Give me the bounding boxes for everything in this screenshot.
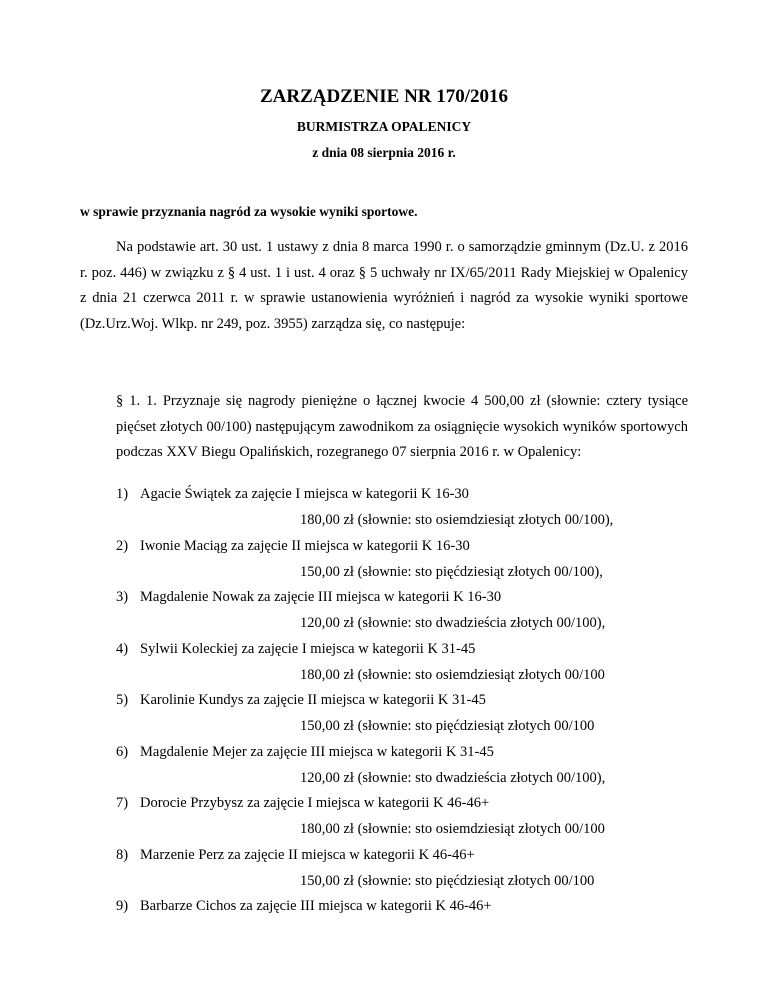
subject-line: w sprawie przyznania nagród za wysokie wyniki sportowe.: [80, 204, 418, 219]
item-recipient: Sylwii Koleckiej za zajęcie I miejsca w kategorii K 31-45: [140, 640, 476, 657]
list-item: [116, 795, 688, 847]
list-item: [116, 589, 688, 641]
list-item: [116, 641, 688, 693]
list-item: [116, 538, 688, 590]
item-recipient: Magdalenie Nowak za zajęcie III miejsca w kategorii K 16-30: [140, 589, 502, 605]
item-number: 3): [116, 589, 129, 605]
item-amount: 180,00 zł (słownie: sto osiemdziesiąt złotych 00/100: [300, 821, 605, 837]
awards-list: [116, 486, 688, 950]
item-number: 4): [116, 640, 129, 657]
item-number: 2): [116, 537, 129, 554]
issuer-line: BURMISTRZA OPALENICY: [296, 119, 472, 134]
item-number: 9): [116, 898, 129, 914]
document-title: ZARZĄDZENIE NR 170/2016: [259, 86, 509, 107]
list-item: [116, 744, 688, 796]
item-number: 1): [116, 486, 129, 502]
item-recipient: Marzenie Perz za zajęcie II miejsca w kategorii K 46-46+: [140, 846, 475, 863]
item-amount: 180,00 zł (słownie: sto osiemdziesiąt złotych 00/100),: [300, 512, 614, 528]
preamble-text: Na podstawie art. 30 ust. 1 ustawy z dnia 8 marca 1990 r. o samorządzie gminnym (Dz.U. z 2016 r. poz. 446) w związku z § 4 ust. 1 i ust. 4 oraz § 5 uchwały nr IX/65/2011 Rady Miejskiej w Opalenicy z dnia 21 czerwca 2011 r. w sprawie ustanowienia wyróżnień i nagród za wysokie wyniki sportowe (Dz.Urz.Woj. Wlkp. nr 249, poz. 3955) zarządza się, co następuje:: [80, 239, 688, 332]
item-recipient: Karolinie Kundys za zajęcie II miejsca w kategorii K 31-45: [140, 692, 486, 708]
section-1-text: Przyznaje się nagrody pieniężne o łącznej kwocie 4 500,00 zł (słownie: cztery tysiące pięćset złotych 00/100) następującym zawodnikom za osiągnięcie wysokich wyników sportowych podczas XXV Biegu Opalińskich, rozegranego 07 sierpnia 2016 r. w Opalenicy:: [116, 393, 689, 460]
date-line: z dnia 08 sierpnia 2016 r.: [312, 145, 456, 160]
item-recipient: Barbarze Cichos za zajęcie III miejsca w kategorii K 46-46+: [140, 898, 492, 914]
item-amount: 150,00 zł (słownie: sto pięćdziesiąt złotych 00/100: [300, 718, 595, 734]
list-item: [116, 847, 688, 899]
section-1-paragraph: [116, 389, 688, 466]
section-1-lead: § 1. 1.: [116, 393, 157, 409]
item-amount: 120,00 zł (słownie: sto dwadzieścia złotych 00/100),: [300, 769, 606, 786]
item-amount: 150,00 zł (słownie: sto pięćdziesiąt złotych 00/100: [300, 872, 595, 889]
item-number: 6): [116, 743, 129, 760]
item-recipient: Agacie Świątek za zajęcie I miejsca w kategorii K 16-30: [140, 486, 469, 502]
item-recipient: Magdalenie Mejer za zajęcie III miejsca w kategorii K 31-45: [140, 743, 494, 760]
list-item: [116, 486, 688, 538]
item-number: 7): [116, 795, 129, 811]
item-number: 8): [116, 846, 129, 863]
item-amount: 150,00 zł (słownie: sto pięćdziesiąt złotych 00/100),: [300, 563, 603, 580]
item-number: 5): [116, 692, 129, 708]
item-amount: 180,00 zł (słownie: sto osiemdziesiąt złotych 00/100: [300, 666, 605, 683]
item-recipient: Iwonie Maciąg za zajęcie II miejsca w kategorii K 16-30: [140, 537, 470, 554]
preamble-paragraph: [80, 235, 688, 337]
list-item: [116, 898, 688, 950]
list-item: [116, 692, 688, 744]
item-recipient: Dorocie Przybysz za zajęcie I miejsca w kategorii K 46-46+: [140, 795, 490, 811]
item-amount: 120,00 zł (słownie: sto dwadzieścia złotych 00/100),: [300, 615, 606, 631]
